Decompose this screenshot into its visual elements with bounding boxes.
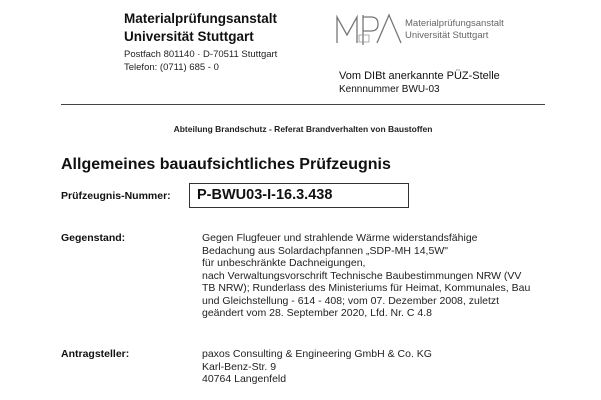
recognition-block [339, 70, 500, 96]
gegenstand-line: für unbeschränkte Dachneigungen, [202, 257, 366, 269]
gegenstand-line: Bedachung aus Solardachpfannen „SDP-MH 14,5W" [202, 244, 448, 257]
antragsteller-city: 40764 Langenfeld [202, 373, 287, 385]
department-line: Abteilung Brandschutz - Referat Brandverhalten von Baustoffen [173, 124, 433, 134]
issuer-name: Materialprüfungsanstalt [124, 11, 278, 26]
document-title: Allgemeines bauaufsichtliches Prüfzeugnis [61, 156, 391, 173]
mpa-logo [333, 9, 593, 49]
mpa-logo-text [405, 18, 504, 42]
mpa-logo-mark-icon [333, 9, 405, 49]
gegenstand-label: Gegenstand: [61, 232, 126, 244]
antragsteller-street: Karl-Benz-Str. 9 [202, 360, 277, 373]
header-divider [61, 104, 545, 105]
gegenstand-text [202, 232, 554, 320]
recognition-number: Kennnummer BWU-03 [339, 84, 440, 95]
logo-text-line1: Materialprüfungsanstalt [405, 18, 504, 29]
issuer-telefon: Telefon: (0711) 685 - 0 [124, 61, 219, 73]
issuer-block [124, 10, 277, 74]
number-label: Prüfzeugnis-Nummer: [61, 190, 171, 202]
gegenstand-line: Gegen Flugfeuer und strahlende Wärme widerstandsfähige [202, 232, 478, 244]
issuer-postfach: Postfach 801140 · D-70511 Stuttgart [124, 49, 278, 60]
antragsteller-label: Antragsteller: [61, 348, 130, 360]
gegenstand-line: geändert vom 28. September 2020, Lfd. Nr. C 4.8 [202, 307, 432, 319]
certificate-number: P-BWU03-I-16.3.438 [189, 183, 409, 208]
gegenstand-line: nach Verwaltungsvorschrift Technische Baubestimmungen NRW (VV [202, 269, 522, 282]
gegenstand-line: TB NRW); Runderlass des Ministeriums für Heimat, Kommunales, Bau [202, 282, 531, 294]
recognition-line: Vom DIBt anerkannte PÜZ-Stelle [339, 70, 500, 82]
antragsteller-company: paxos Consulting & Engineering GmbH & Co. KG [202, 348, 432, 360]
issuer-university: Universität Stuttgart [124, 29, 254, 44]
logo-text-line2: Universität Stuttgart [405, 30, 489, 41]
gegenstand-line: und Gleichstellung - 614 - 408; vom 07. Dezember 2008, zuletzt [202, 294, 500, 307]
antragsteller-text [202, 348, 432, 386]
